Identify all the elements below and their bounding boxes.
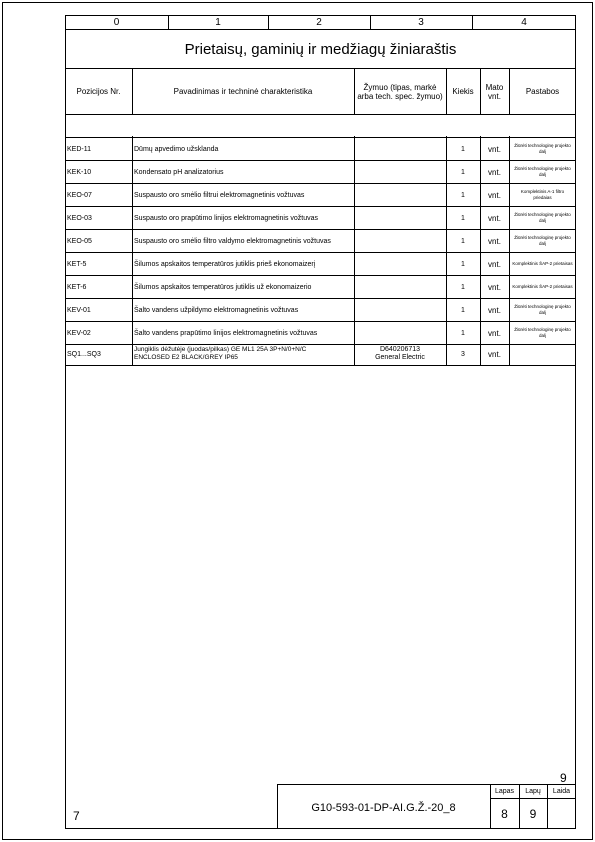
row-note: Žiūrėti technologinę projekto dalį	[514, 166, 571, 177]
row-mark	[354, 253, 446, 275]
column-number-3: 3	[418, 16, 424, 28]
row-unit: vnt.	[488, 259, 501, 269]
header-quantity: Kiekis	[452, 87, 474, 96]
row-name-line2: ENCLOSED E2 BLACK/GREY IP65	[134, 354, 238, 361]
row-mark	[354, 343, 446, 365]
row-name: Šilumos apskaitos temperatūros jutiklis prieš ekonomaizerį	[134, 260, 316, 268]
row-name: Šalto vandens prapūtimo linijos elektromagnetinis vožtuvas	[134, 329, 318, 337]
edition-value	[547, 799, 576, 829]
row-note: Žiūrėti technologinę projekto dalį	[514, 212, 571, 223]
row-unit: vnt.	[488, 349, 501, 359]
row-position: KET-6	[67, 283, 87, 291]
row-quantity: 1	[461, 237, 465, 245]
row-name: Suspausto oro smėlio filtro valdymo elektromagnetinis vožtuvas	[134, 237, 331, 245]
row-note: Žiūrėti technologinę projekto dalį	[514, 235, 571, 246]
row-mark	[354, 276, 446, 298]
document-title: Prietaisų, gaminių ir medžiagų žiniaraštis	[184, 40, 457, 58]
row-note: Žiūrėti technologinę projekto dalį	[514, 304, 571, 315]
row-note: Komplektinis ŠAP-2 prietaisas	[512, 261, 573, 266]
row-position: KEK-10	[67, 168, 92, 176]
row-mark	[354, 207, 446, 229]
header-name: Pavadinimas ir techninė charakteristika	[173, 87, 313, 96]
row-position: KEV-01	[67, 306, 91, 314]
header-position: Pozicijos Nr.	[76, 87, 121, 96]
column-number-4: 4	[521, 16, 527, 28]
row-quantity: 1	[461, 283, 465, 291]
row-quantity: 1	[461, 260, 465, 268]
row-name-line1: Jungiklis dėžutėje (juodas/pilkas) GE ML1 25A 3P+N/0+N/C	[134, 346, 307, 353]
sheets-label: Lapų	[525, 787, 541, 795]
row-quantity: 1	[461, 168, 465, 176]
row-quantity: 1	[461, 191, 465, 199]
page-number-top: 9	[560, 771, 567, 785]
row-position: KEV-02	[67, 329, 91, 337]
row-note: Žiūrėti technologinę projekto dalį	[514, 327, 571, 338]
document-number: G10-593-01-DP-AI.G.Ž.-20_8	[311, 802, 456, 814]
header-notes: Pastabos	[525, 87, 560, 96]
row-mark-line1: D640206713	[379, 346, 421, 353]
header-mark-line2: arba tech. spec. žymuo)	[357, 91, 443, 101]
row-mark	[354, 299, 446, 321]
header-mark	[354, 69, 446, 114]
row-quantity: 1	[461, 214, 465, 222]
sheet-value: 8	[501, 807, 508, 821]
row-note: Komplektinis ŠAP-2 prietaisas	[512, 284, 573, 289]
row-position: SQ1...SQ3	[67, 350, 101, 358]
edition-label: Laida	[552, 787, 571, 795]
row-mark	[354, 322, 446, 344]
column-number-1: 1	[215, 16, 221, 28]
row-mark-line2: General Electric	[375, 354, 425, 361]
row-unit: vnt.	[488, 213, 501, 223]
row-position: KEO-07	[67, 191, 92, 199]
row-name: Kondensato pH analizatorius	[134, 168, 224, 176]
row-position: KEO-03	[67, 214, 92, 222]
row-mark	[354, 230, 446, 252]
row-quantity: 1	[461, 306, 465, 314]
sheet-label: Lapas	[494, 787, 515, 795]
header-unit-line2: vnt.	[488, 91, 501, 101]
row-quantity: 1	[461, 329, 465, 337]
row-note: Žiūrėti technologinę projekto dalį	[514, 143, 571, 154]
row-unit: vnt.	[488, 190, 501, 200]
header-unit	[480, 69, 509, 114]
row-position: KET-5	[67, 260, 87, 268]
row-position: KEO-05	[67, 237, 92, 245]
column-number-0: 0	[113, 16, 120, 28]
row-unit: vnt.	[488, 144, 501, 154]
row-name: Dūmų apvedimo užsklanda	[134, 145, 219, 153]
row-name: Suspausto oro smėlio filtrui elektromagnetinis vožtuvas	[134, 191, 305, 199]
row-unit: vnt.	[488, 328, 501, 338]
sheets-value: 9	[529, 807, 537, 821]
column-number-2: 2	[316, 16, 322, 28]
row-mark	[354, 138, 446, 160]
row-name	[132, 343, 354, 365]
row-note: Komplektinis A-1 filtro priedaias	[520, 189, 565, 200]
row-mark	[354, 161, 446, 183]
row-name: Šilumos apskaitos temperatūros jutiklis už ekonomaizerio	[134, 283, 312, 291]
row-unit: vnt.	[488, 305, 501, 315]
row-mark	[354, 184, 446, 206]
row-unit: vnt.	[488, 282, 501, 292]
row-quantity: 1	[461, 145, 465, 153]
row-name: Suspausto oro prapūtimo linijos elektromagnetinis vožtuvas	[134, 214, 319, 222]
row-unit: vnt.	[488, 236, 501, 246]
header-unit-line1: Mato	[485, 82, 504, 92]
header-mark-line1: Žymuo (tipas, markė	[363, 82, 437, 92]
row-position: KED-11	[67, 145, 91, 153]
page-number-left: 7	[73, 809, 80, 823]
row-unit: vnt.	[488, 167, 501, 177]
row-name: Šalto vandens užpildymo elektromagnetinis vožtuvas	[134, 306, 299, 314]
row-quantity: 3	[461, 350, 465, 358]
